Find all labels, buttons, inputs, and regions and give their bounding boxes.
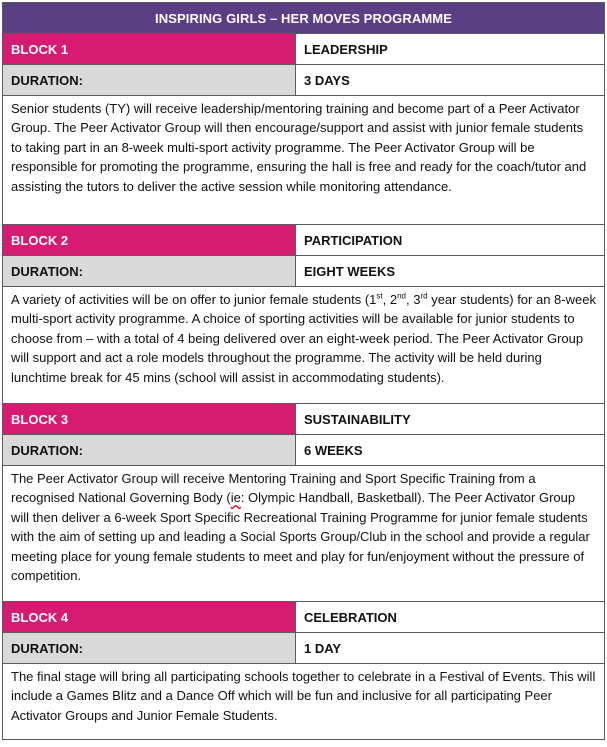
block-3-duration-label: DURATION: xyxy=(3,435,296,466)
block-3-name: SUSTAINABILITY xyxy=(296,404,605,435)
block-4-duration-label: DURATION: xyxy=(3,633,296,664)
block-2-label: BLOCK 2 xyxy=(3,225,296,256)
block-4-description xyxy=(3,664,605,740)
programme-table-container xyxy=(2,2,605,740)
programme-title: INSPIRING GIRLS – HER MOVES PROGRAMME xyxy=(3,3,605,34)
description-row xyxy=(3,287,605,404)
spellcheck-underlined-word: ie xyxy=(230,490,241,506)
ordinal-suffix: st xyxy=(376,291,383,301)
block-2-duration-value: EIGHT WEEKS xyxy=(296,256,605,287)
block-header-row xyxy=(3,404,605,435)
block-4-duration-value: 1 DAY xyxy=(296,633,605,664)
block-1-name: LEADERSHIP xyxy=(296,34,605,65)
description-row xyxy=(3,664,605,740)
block-2-description xyxy=(3,287,605,404)
block-header-row xyxy=(3,34,605,65)
text-span: The Peer Activator Group will receive Mentoring Training and Sport Specific Training from a recognised National Governing Body ( xyxy=(11,471,536,506)
duration-row xyxy=(3,633,605,664)
description-row xyxy=(3,466,605,602)
block-header-row xyxy=(3,225,605,256)
ordinal-suffix: rd xyxy=(420,291,428,301)
text-span: , 2 xyxy=(382,292,398,307)
text-span: A variety of activities will be on offer to junior female students (1 xyxy=(11,292,377,307)
text-span: : Olympic Handball, Basketball). The Peer Activator Group will then deliver a 6-week Sport Specific Recreational Training Programme for junior female students with the aim of setting up and leading a Social Sports Group/Club in the school and provide a regular meeting place for young female students to meet and play for fun/enjoyment without the pressure of competition. xyxy=(11,490,590,584)
description-row xyxy=(3,96,605,225)
block-1-duration-value: 3 DAYS xyxy=(296,65,605,96)
duration-row xyxy=(3,435,605,466)
text-span: , 3 xyxy=(406,292,421,307)
title-row xyxy=(3,3,605,34)
text-span: year students) for an 8-week multi-sport activity programme. A choice of sporting activities will be available for junior students to choose from – with a total of 4 being delivered over an eight-week period. The Peer Activator Group will support and act a role models throughout the programme. The activity will be held during lunchtime break for 45 mins (school will assist in accommodating students). xyxy=(11,292,596,385)
block-4-description-text: The final stage will bring all participating schools together to celebrate in a Festival of Events. This will include a Games Blitz and a Dance Off which will be fun and inclusive for all participating Peer Activator Groups and Junior Female Students. xyxy=(11,669,596,723)
block-4-name: CELEBRATION xyxy=(296,602,605,633)
block-1-description-text: Senior students (TY) will receive leadership/mentoring training and become part of a Peer Activator Group. The Peer Activator Group will then encourage/support and assist with junior female students to taking part in an 8-week multi-sport activity programme. The Peer Activator Group will be responsible for promoting the programme, ensuring the hall is free and ready for the coach/tutor and assisting the tutors to deliver the active session while monitoring attendance. xyxy=(11,101,587,194)
block-2-name: PARTICIPATION xyxy=(296,225,605,256)
block-1-label: BLOCK 1 xyxy=(3,34,296,65)
duration-row xyxy=(3,256,605,287)
block-2-duration-label: DURATION: xyxy=(3,256,296,287)
block-2-description-text xyxy=(11,290,596,387)
block-1-description xyxy=(3,96,605,225)
block-3-description-text xyxy=(11,469,596,585)
block-3-description xyxy=(3,466,605,602)
block-3-label: BLOCK 3 xyxy=(3,404,296,435)
block-header-row xyxy=(3,602,605,633)
programme-table xyxy=(2,2,605,740)
block-4-label: BLOCK 4 xyxy=(3,602,296,633)
duration-row xyxy=(3,65,605,96)
block-1-duration-label: DURATION: xyxy=(3,65,296,96)
ordinal-suffix: nd xyxy=(397,291,406,301)
block-3-duration-value: 6 WEEKS xyxy=(296,435,605,466)
